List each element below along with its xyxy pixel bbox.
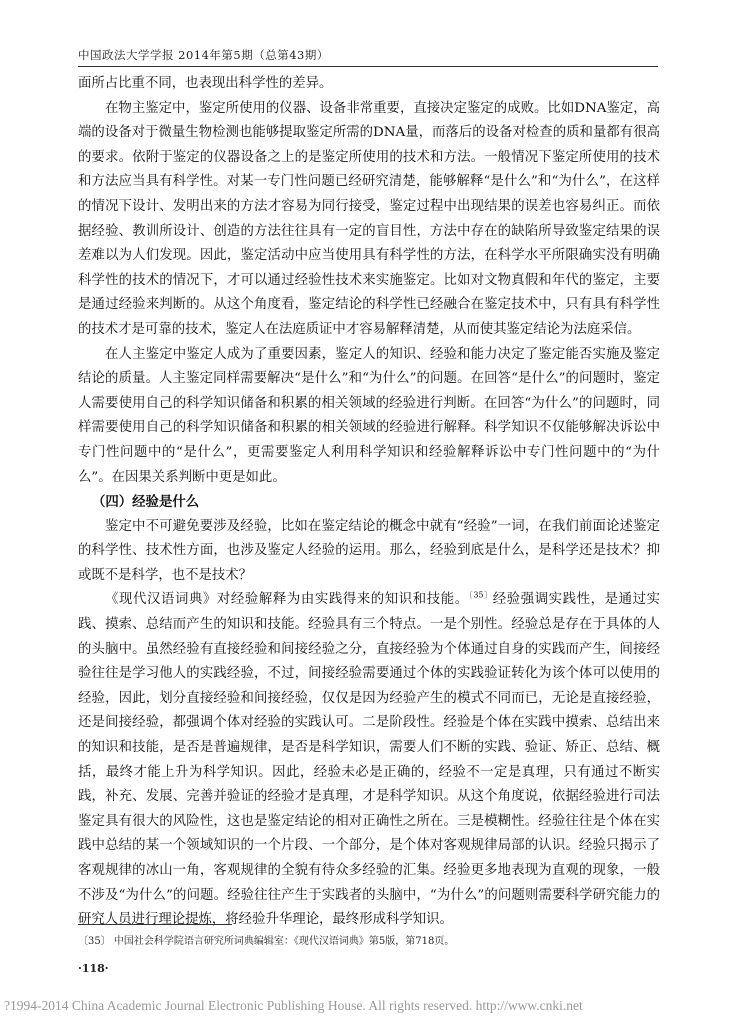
footnote: 〔35〕 中国社会科学院语言研究所词典编辑室：《现代汉语词典》第5版，第718页。 <box>78 936 455 947</box>
running-header: 中国政法大学学报 2014年第5期（总第43期） <box>78 48 329 62</box>
article-body <box>78 72 660 933</box>
header-rule <box>78 66 658 67</box>
paragraph-text-after-ref: 经验强调实践性，是通过实践、摸索、总结而产生的知识和技能。经验具有三个特点。一是个别性。经验总是存在于具体的人的头脑中。虽然经验有直接经验和间接经验之分，直接经验为个体通过自身的实践而产生，间接经验往往是学习他人的实践经验，不过，间接经验需要通过个体的实践验证转化为该个体可以使用的经验，因此，划分直接经验和间接经验，仅仅是因为经验产生的模式不同而已，无论是直接经验，还是间接经验，都强调个体对经验的实践认可。二是阶段性。经验是个体在实践中摸索、总结出来的知识和技能，是否是普遍规律，是否是科学知识，需要人们不断的实践、验证、矫正、总结、概括，最终才能上升为科学知识。因此，经验未必是正确的，经验不一定是真理，只有通过不断实践，补充、发展、完善并验证的经验才是真理，才是科学知识。从这个角度说，依据经验进行司法鉴定具有很大的风险性，这也是鉴定结论的相对正确性之所在。三是模糊性。经验往往是个体在实践中总结的某一个领域知识的一个片段、一个部分，是个体对客观规律局部的认识。经验只揭示了客观规律的冰山一角，客观规律的全貌有待众多经验的汇集。经验更多地表现为直观的现象，一般不涉及“为什么”的问题。经验往往产生于实践者的头脑中，“为什么”的问题则需要科学研究能力的研究人员进行理论提炼，将经验升华理论，最终形成科学知识。 <box>78 592 660 928</box>
paragraph-text-before-ref: 《现代汉语词典》对经验解释为由实践得来的知识和技能。 <box>105 592 469 608</box>
paragraph-person-appraisal: 在人主鉴定中鉴定人成为了重要因素，鉴定人的知识、经验和能力决定了鉴定能否实施及鉴定结论的质量。人主鉴定同样需要解决“是什么”和“为什么”的问题。在回答“是什么”的问题时，鉴定人需要使用自己的科学知识储备和积累的相关领域的经验进行判断。在回答“为什么”的问题时，同样需要使用自己的科学知识储备和积累的相关领域的经验进行解释。科学知识不仅能够解决诉讼中专门性问题中的“是什么”，更需要鉴定人利用科学知识和经验解释诉讼中专门性问题中的“为什么”。在因果关系判断中更是如此。 <box>78 346 660 485</box>
paragraph-experience-question: 鉴定中不可避免要涉及经验，比如在鉴定结论的概念中就有“经验”一词，在我们前面论述鉴定的科学性、技术性方面，也涉及鉴定人经验的运用。那么，经验到底是什么，是科学还是技术？抑或既不是科学，也不是技术？ <box>78 518 660 583</box>
section-heading: （四）经验是什么 <box>92 494 200 511</box>
paragraph-experience-definition <box>78 588 660 932</box>
paragraph-object-appraisal: 在物主鉴定中，鉴定所使用的仪器、设备非常重要，直接决定鉴定的成败。比如DNA鉴定，高端的设备对于微量生物检测也能够提取鉴定所需的DNA量，而落后的设备对检查的质和量都有很高的要求。依附于鉴定的仪器设备之上的是鉴定所使用的技术和方法。一般情况下鉴定所使用的技术和方法应当具有科学性。对某一专门性问题已经研究清楚，能够解释“是什么”和“为什么”，在这样的情况下设计、发明出来的方法才容易为同行接受，鉴定过程中出现结果的误差也容易纠正。而依据经验、教训所设计、创造的方法往往具有一定的盲目性，方法中存在的缺陷所导致鉴定结果的误差难以为人们发现。因此，鉴定活动中应当使用具有科学性的方法，在科学水平所限确实没有明确科学性的技术的情况下，才可以通过经验性技术来实施鉴定。比如对文物真假和年代的鉴定，主要是通过经验来判断的。从这个角度看，鉴定结论的科学性已经融合在鉴定技术中，只有具有科学性的技术才是可靠的技术，鉴定人在法庭质证中才容易解释清楚，从而使其鉴定结论为法庭采信。 <box>78 100 660 337</box>
footnote-reference[interactable]: 〔35〕 <box>468 591 493 600</box>
paragraph-continuation: 面所占比重不同，也表现出科学性的差异。 <box>78 76 333 91</box>
copyright-notice: ?1994-2014 China Academic Journal Electronic Publishing House. All rights reserved. http://www.cnki.net <box>4 998 583 1013</box>
footnote-rule <box>78 924 232 925</box>
page-number: ·118· <box>78 962 109 975</box>
